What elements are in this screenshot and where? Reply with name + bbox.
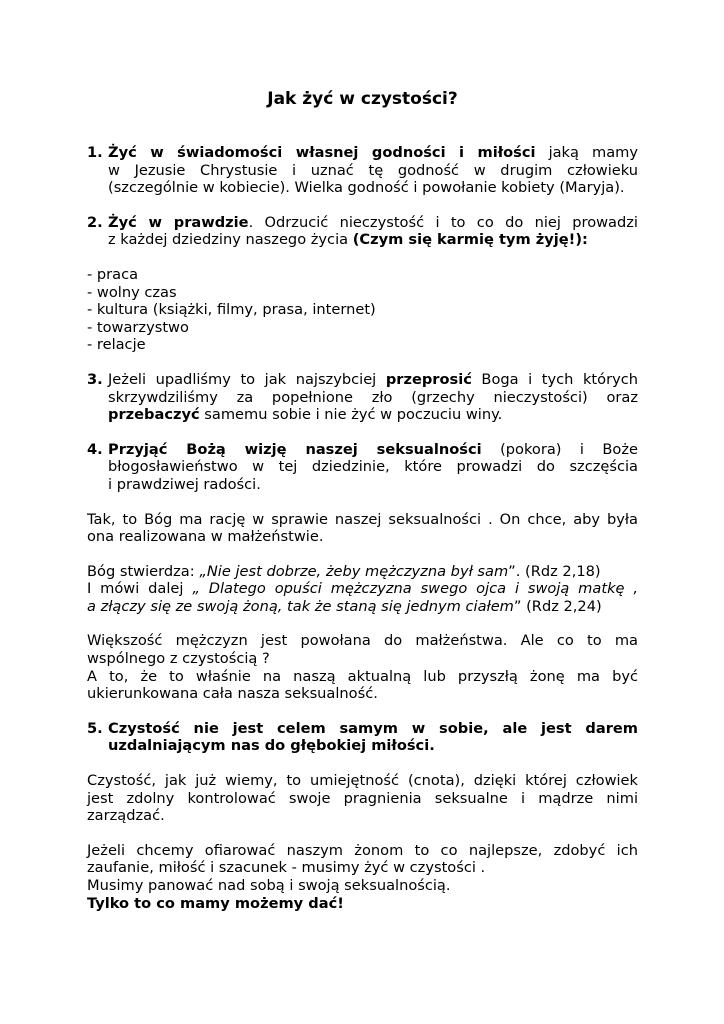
item-line [108,231,638,249]
item-line: (szczególnie w kobiecie). Wielka godność i powołanie kobiety (Maryja). [108,179,625,197]
paragraph-line: A to, że to właśnie na naszą aktualną lub przyszłą żonę ma być [87,667,638,685]
italic-quote: „ Dlatego opuści mężczyzna swego ojca i swoją matkę , [192,580,638,598]
bold-phrase: Żyć w prawdzie [108,213,249,231]
quote-ref: ”. (Rdz 2,18) [508,562,601,580]
item-line [108,406,638,424]
quote-line [87,580,638,598]
bullet-item: - towarzystwo [87,318,189,336]
quotes-paragraph [87,563,638,616]
paragraph-line: zarządzać. [87,807,165,825]
paragraph-line: Musimy panować nad sobą i swoją seksualnością. [87,877,451,894]
list-number: 2. [87,213,103,231]
list-number: 1. [87,144,103,161]
paragraph-line: ona realizowana w małżeństwie. [87,528,324,546]
item-text: Boga i tych których [471,370,638,388]
list-item-3 [87,371,638,424]
item-text: (pokora) i Boże [481,440,638,458]
list-item-5 [87,720,638,755]
item-line: skrzywdziliśmy za popełnione zło (grzechy nieczystości) oraz [108,388,638,406]
list-item-4 [87,441,638,494]
item-line: Czystość nie jest celem samym w sobie, ale jest darem [108,719,638,737]
item-line: w Jezusie Chrystusie i uznać tę godność w drugim człowieku [108,161,638,179]
paragraph-4 [87,842,638,912]
bullet-list [87,266,638,354]
item-line: błogosławieństwo w tej dziedzinie, które prowadzi do szczęścia [108,458,638,476]
bullet-item: - relacje [87,336,146,354]
quote-text: I mówi dalej [87,580,193,598]
paragraph-line: Jeżeli chcemy ofiarować naszym żonom to co najlepsze, zdobyć ich [87,841,638,859]
item-line [108,441,638,459]
quote-text: Bóg stwierdza: [87,562,200,580]
paragraph-line: Czystość, jak już wiemy, to umiejętność (cnota), dzięki której człowiek [87,772,638,790]
paragraph-line: Tak, to Bóg ma rację w sprawie naszej seksualności . On chce, aby była [87,510,638,528]
paragraph-3 [87,772,638,825]
item-line: i prawdziwej radości. [108,475,261,493]
bold-phrase: przeprosić [385,370,472,388]
italic-quote: a złączy się ze swoją żoną, tak że staną się jednym ciałem [87,597,514,615]
item-text: . Odrzucić nieczystość i to co do niej prowadzi [248,213,638,231]
quote-line [87,598,638,616]
bullet-item: - wolny czas [87,283,177,301]
item-line [108,214,638,232]
item-text: Jeżeli upadliśmy to jak najszybciej [108,370,386,388]
item-line: uzdalniającym nas do głębokiej miłości. [108,737,435,755]
paragraph-1 [87,511,638,546]
bullet-item: - kultura (książki, filmy, prasa, internet) [87,301,376,319]
bold-phrase: Przyjąć Bożą wizję naszej seksualności [108,440,482,458]
list-item-1 [87,144,638,197]
list-number: 5. [87,719,103,737]
bold-phrase: (Czym się karmię tym żyję!): [352,231,588,249]
bold-phrase: przebaczyć [108,406,200,424]
quote-line [87,563,638,581]
item-text: jaką mamy [535,144,638,161]
document-page [87,88,638,929]
paragraph-2 [87,632,638,702]
item-line [108,371,638,389]
item-text: samemu sobie i nie żyć w poczuciu winy. [199,406,503,424]
italic-quote: „Nie jest dobrze, żeby mężczyzna był sam [199,562,509,580]
list-number: 4. [87,440,103,458]
item-line [108,144,638,162]
paragraph-line: Większość mężczyzn jest powołana do małżeństwa. Ale co to ma [87,632,638,650]
paragraph-line: zaufanie, miłość i szacunek - musimy żyć w czystości . [87,859,486,877]
item-text: z każdej dziedziny naszego życia [108,231,353,249]
list-item-2 [87,214,638,249]
list-number: 3. [87,370,103,388]
bold-phrase: Żyć w świadomości własnej godności i miłości [108,144,536,161]
quote-ref: ” (Rdz 2,24) [513,597,602,615]
closing-statement: Tylko to co mamy możemy dać! [87,894,344,912]
bullet-item: - praca [87,265,139,283]
document-title: Jak żyć w czystości? [267,89,458,109]
paragraph-line: wspólnego z czystością ? [87,650,270,668]
paragraph-line: ukierunkowana cała nasza seksualność. [87,685,378,703]
paragraph-line: jest zdolny kontrolować swoje pragnienia seksualne i mądrze nimi [87,789,638,807]
